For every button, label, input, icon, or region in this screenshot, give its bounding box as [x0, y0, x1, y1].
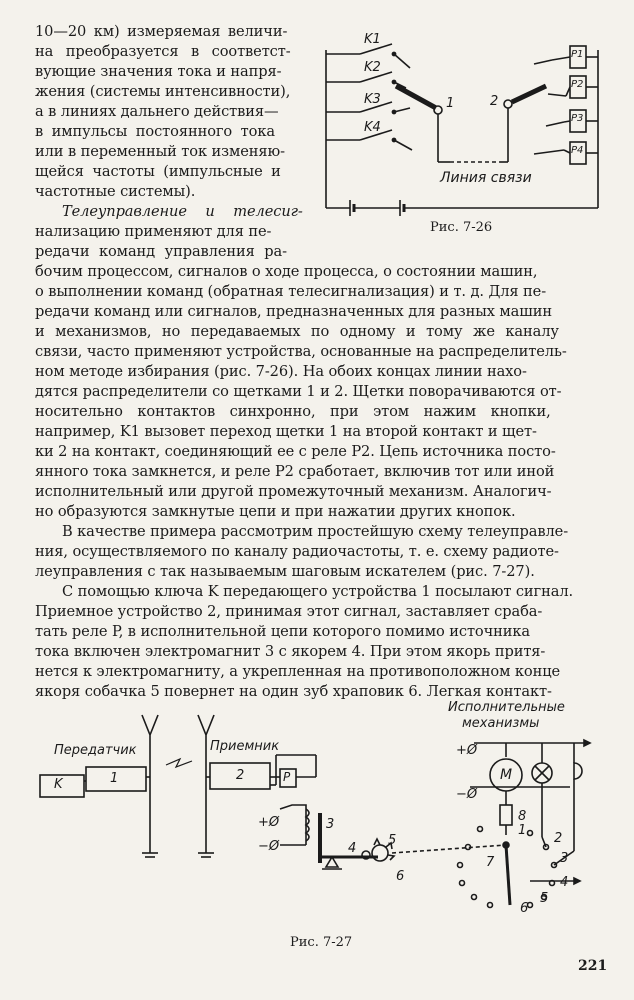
text-line: носительно контактов синхронно, при этом нажим кнопки, [35, 403, 551, 420]
label-p2: P2 [571, 79, 584, 90]
text-line: леуправления с так называемым шаговым искателем (рис. 7-27). [35, 563, 535, 580]
page-number: 221 [578, 958, 608, 974]
label-7: 7 [486, 855, 495, 870]
text-line: а в линиях дальнего действия— [35, 103, 279, 120]
label-c3: 3 [560, 851, 569, 866]
label-plus: +Ø [258, 815, 280, 830]
label-p4: P4 [571, 145, 584, 156]
label-transmitter: Передатчик [54, 743, 137, 758]
label-minus: −Ø [258, 839, 280, 854]
label-k1: K1 [364, 32, 381, 47]
text-line: но образуются замкнутые цепи и при нажатии других кнопок. [35, 503, 516, 520]
text-line: щейся частоты (импульсные и [35, 163, 281, 180]
label-k4: K4 [364, 120, 381, 135]
label-pawl-5: 5 [388, 833, 397, 848]
figure-7-26 [320, 30, 610, 220]
label-brush-1: 1 [446, 96, 455, 111]
text-line: или в переменный ток изменяю- [35, 143, 285, 160]
label-c6: 6 [520, 901, 529, 916]
text-line: ния, осуществляемого по каналу радиочастоты, т. е. схему радиоте- [35, 543, 559, 560]
label-anchor-4: 4 [348, 841, 357, 856]
label-8: 8 [518, 809, 527, 824]
label-c4: 4 [560, 875, 569, 890]
label-block-1: 1 [110, 771, 119, 786]
text-line: частотные системы). [35, 183, 196, 200]
text-line: жения (системы интенсивности), [35, 83, 291, 100]
text-line: ном методе избирания (рис. 7-26). На обоих концах линии нахо- [35, 363, 527, 380]
text-line: редачи команд управления ра- [35, 243, 287, 260]
text-line: например, K1 вызовет переход щетки 1 на второй контакт и щет- [35, 423, 537, 440]
label-k3: K3 [364, 92, 381, 107]
label-actuators-line2: механизмы [462, 716, 540, 731]
label-receiver: Приемник [210, 739, 280, 754]
text-line: нализацию применяют для пе- [35, 223, 272, 240]
label-key: K [54, 777, 63, 792]
text-line: дятся распределители со щетками 1 и 2. Щетки поворачиваются от- [35, 383, 562, 400]
text-line: С помощью ключа K передающего устройства 1 посылают сигнал. [62, 583, 574, 600]
label-p3: P3 [571, 113, 584, 124]
text-line: В качестве примера рассмотрим простейшую схему телеуправле- [62, 523, 569, 540]
label-communication-line: Линия связи [440, 170, 532, 186]
label-plus-2: +Ø [456, 743, 478, 758]
text-line: и механизмов, но передаваемых по одному и тому же каналу [35, 323, 559, 340]
figure-7-27 [30, 700, 610, 925]
label-minus-2: −Ø [456, 787, 478, 802]
label-k2: K2 [364, 60, 381, 75]
label-p1: P1 [571, 49, 584, 60]
text-line: янного тока замкнется, и реле P2 сработает, включив тот или иной [35, 463, 555, 480]
text-line: тока включен электромагнит 3 с якорем 4. При этом якорь притя- [35, 643, 546, 660]
text-line: 10—20 км) измеряемая величи- [35, 23, 288, 40]
label-coil-3: 3 [326, 817, 335, 832]
text-line: редачи команд или сигналов, предназначенных для разных машин [35, 303, 552, 320]
label-block-2: 2 [236, 768, 245, 783]
text-line: якоря собачка 5 повернет на один зуб храповик 6. Легкая контакт- [35, 683, 552, 700]
text-line: Приемное устройство 2, принимая этот сигнал, заставляет сраба- [35, 603, 543, 620]
label-actuators-line1: Исполнительные [448, 700, 565, 715]
text-line: вующие значения тока и напря- [35, 63, 282, 80]
label-relay: P [283, 770, 291, 784]
text-line: связи, часто применяют устройства, основанные на распределитель- [35, 343, 567, 360]
label-motor: M [500, 767, 513, 783]
text-line: бочим процессом, сигналов о ходе процесса, о состоянии машин, [35, 263, 538, 280]
label-c2: 2 [554, 831, 563, 846]
label-c5: 5 [540, 891, 549, 906]
figure-7-26-caption: Рис. 7-26 [430, 220, 493, 235]
label-brush-2: 2 [490, 94, 499, 109]
label-ratchet-6: 6 [396, 869, 405, 884]
text-line: в импульсы постоянного тока [35, 123, 275, 140]
text-line: исполнительный или другой промежуточный механизм. Аналогич- [35, 483, 552, 500]
text-line: ки 2 на контакт, соединяющий ее с реле P2. Цепь источника посто- [35, 443, 556, 460]
text-line: нется к электромагниту, а укрепленная на противоположном конце [35, 663, 561, 680]
label-c1: 1 [518, 823, 527, 838]
text-line: на преобразуется в соответст- [35, 43, 291, 60]
text-line: о выполнении команд (обратная телесигнализация) и т. д. Для пе- [35, 283, 547, 300]
figure-7-27-caption: Рис. 7-27 [290, 935, 353, 950]
text-line: тать реле P, в исполнительной цепи которого помимо источника [35, 623, 531, 640]
text-line: Телеуправление и телесиг- [62, 203, 303, 220]
